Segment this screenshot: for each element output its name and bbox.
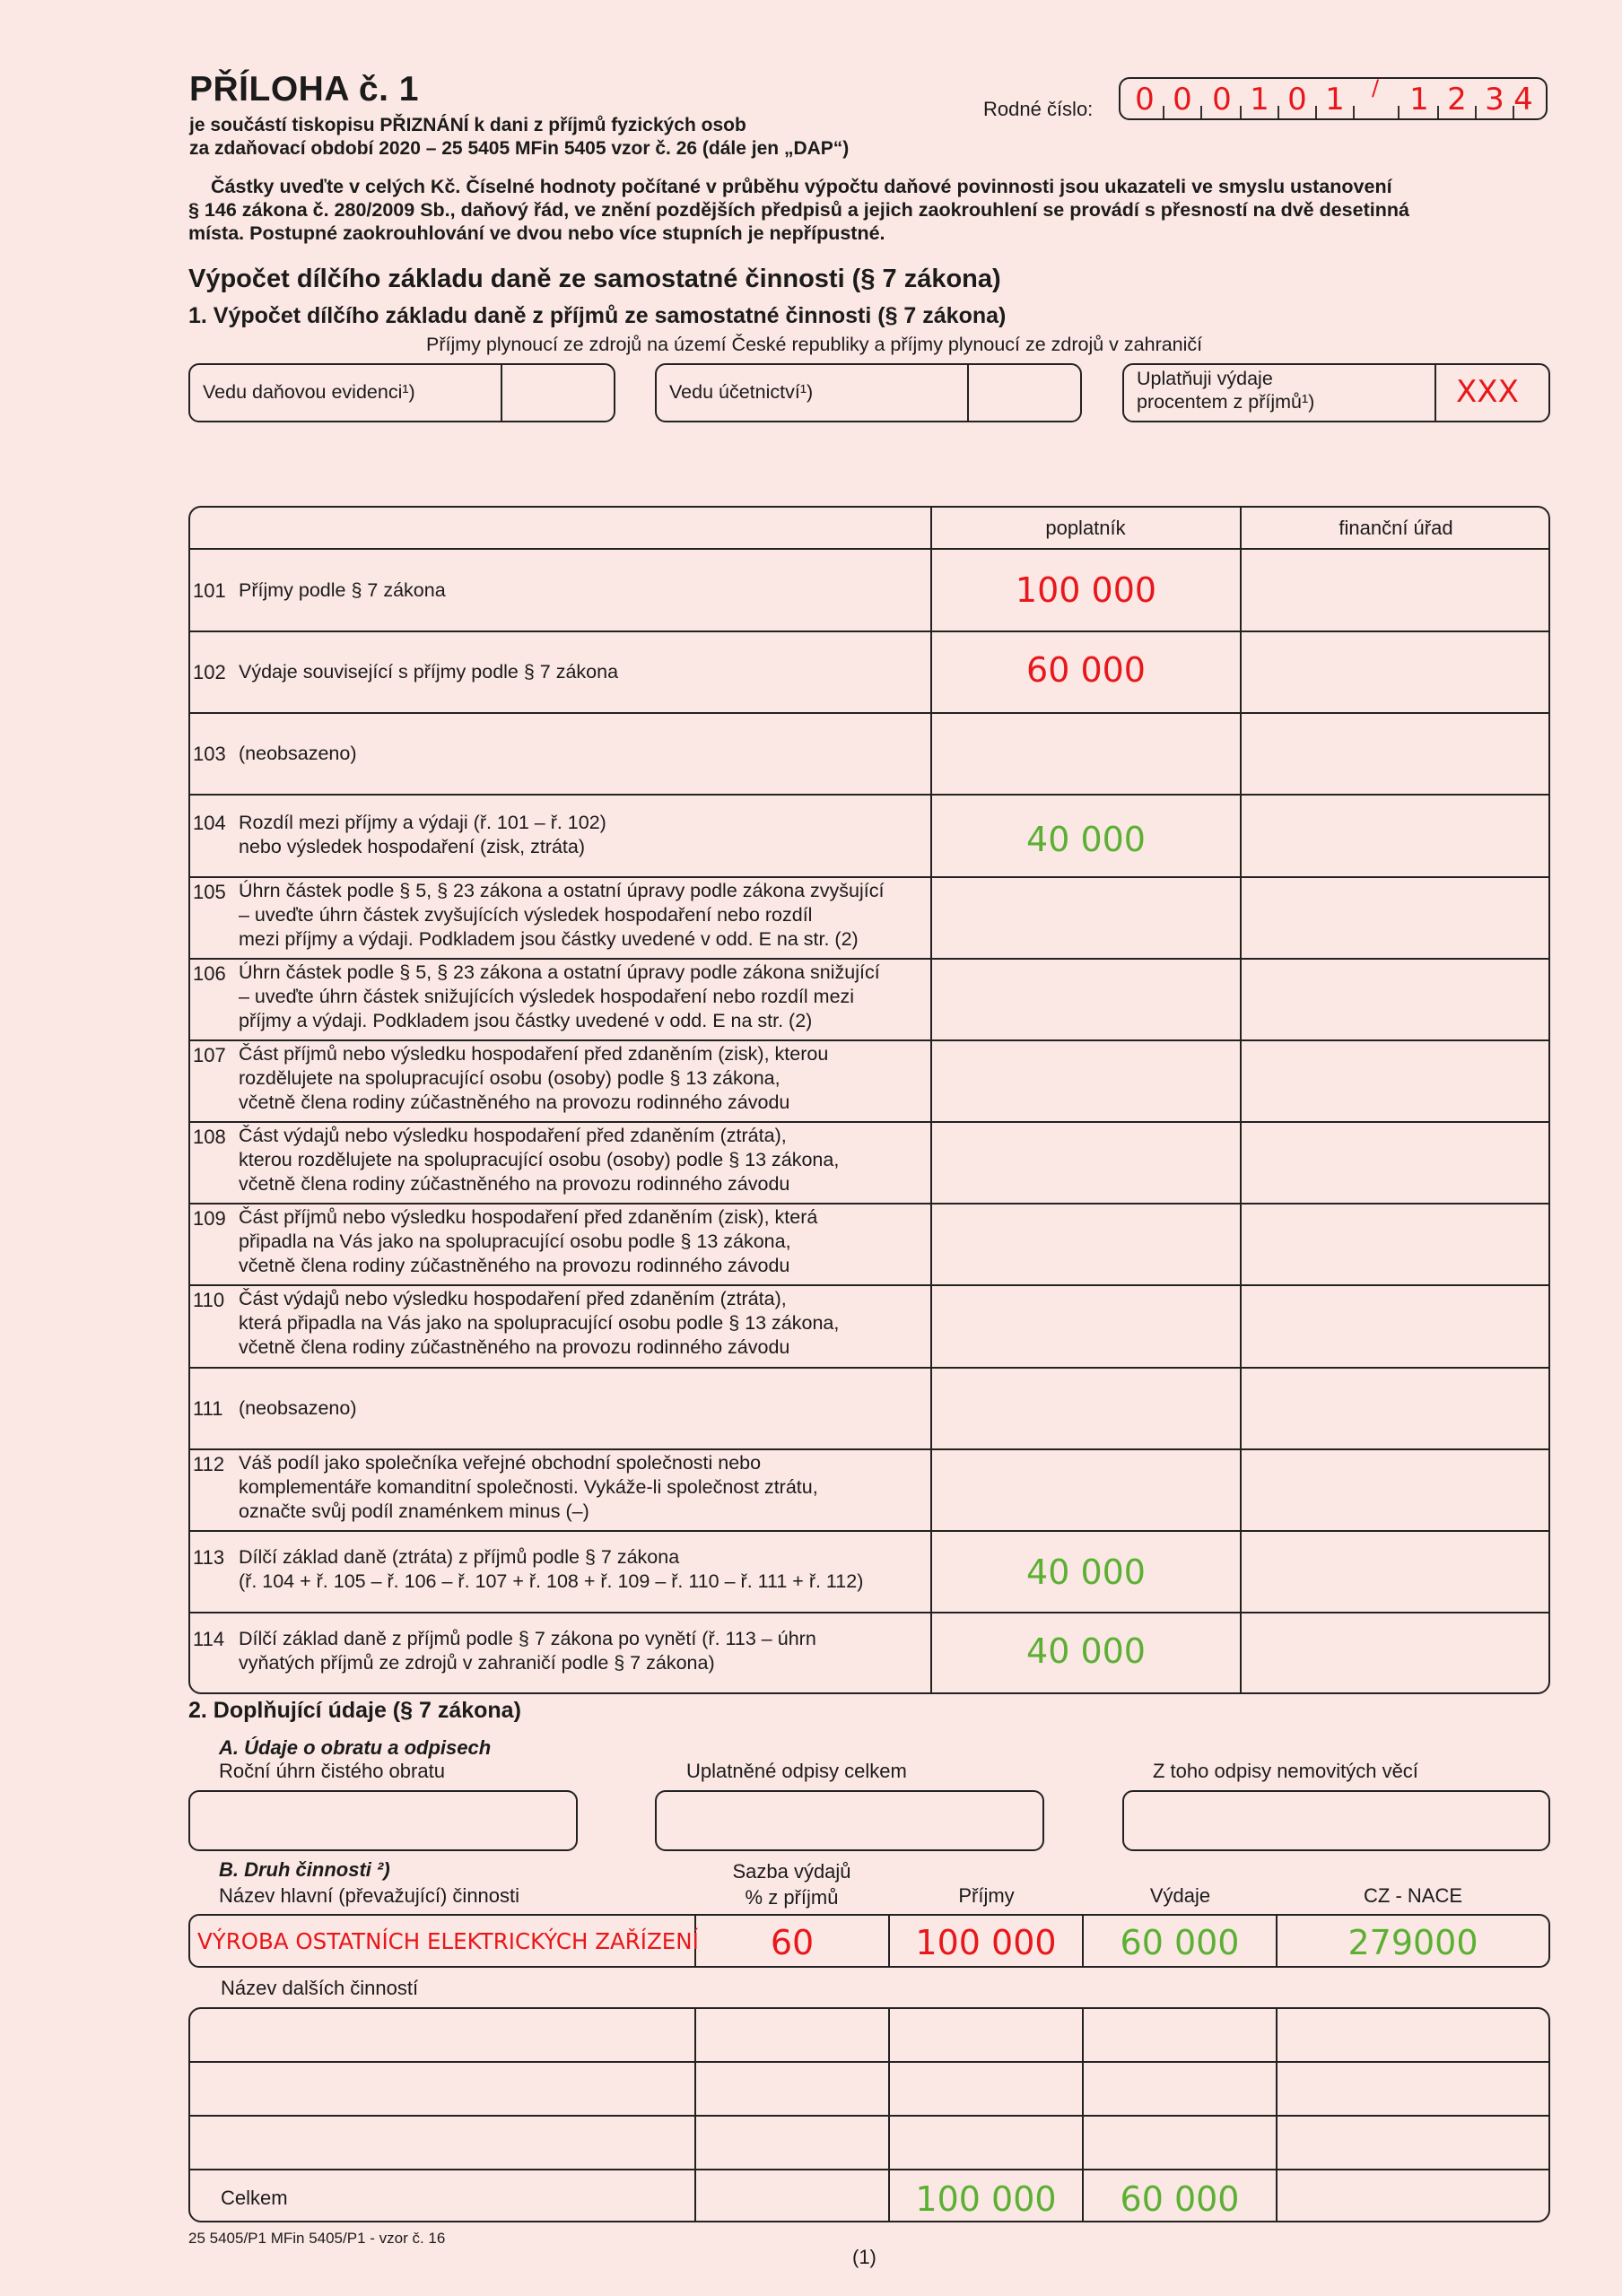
tax-evidence-label: Vedu daňovou evidenci¹)	[203, 381, 415, 403]
other-activities-table	[188, 2007, 1550, 2222]
depreciation-label: Uplatněné odpisy celkem	[686, 1760, 907, 1782]
birth-number-digit: 1	[1409, 82, 1429, 117]
row-number: 101	[193, 579, 226, 602]
row-label: Úhrn částek podle § 5, § 23 zákona a ostatní úpravy podle zákona zvyšující – uveďte úhrn částek zvyšujících výsledek hospodaření nebo rozdíl mezi příjmy a výdaji. Podkladem jsou částky uvedené v odd. E na str. (2)	[239, 880, 885, 950]
total-expenses[interactable]: 60 000	[1120, 2179, 1240, 2219]
main-activity-name[interactable]: VÝROBA OSTATNÍCH ELEKTRICKÝCH ZAŘÍZENÍ	[197, 1928, 699, 1954]
section-heading: Výpočet dílčího základu daně ze samostatné činnosti (§ 7 zákona)	[188, 265, 1001, 293]
row-number: 113	[193, 1546, 225, 1569]
row-number: 106	[193, 962, 226, 985]
main-activity-name-label: Název hlavní (převažující) činnosti	[219, 1884, 520, 1907]
turnover-field[interactable]	[188, 1790, 578, 1851]
row-number: 105	[193, 881, 226, 903]
total-label: Celkem	[221, 2187, 288, 2209]
row-value-114[interactable]: 40 000	[1026, 1631, 1146, 1671]
row-label: Příjmy podle § 7 zákona	[239, 579, 446, 601]
birth-number-digit: 1	[1250, 82, 1269, 117]
percent-expenses-box[interactable]	[1122, 363, 1550, 422]
form-subtitle-line2: za zdaňovací období 2020 – 25 5405 MFin 5405 vzor č. 26 (dále jen „DAP“)	[189, 138, 850, 159]
row-label: Část příjmů nebo výsledku hospodaření před zdaněním (zisk), která připadla na Vás jako na spolupracující osobu podle § 13 zákona, včetně člena rodiny zúčastněného na provozu rodinného závodu	[239, 1206, 818, 1276]
accounting-label: Vedu účetnictví¹)	[669, 381, 814, 403]
instructions-note: Částky uveďte v celých Kč. Číselné hodnoty počítané v průběhu výpočtu daňové povinnosti jsou ukazateli ve smyslu ustanovení § 146 zákona č. 280/2009 Sb., daňový řád, ve znění pozdějších předpisů a jejich zaokrouhlení se provádí s přesností na dvě desetinná místa. Postupné zaokrouhlování ve dvou nebo více stupních je nepřípustné.	[188, 176, 1409, 244]
row-label: Část výdajů nebo výsledku hospodaření před zdaněním (ztráta), kterou rozdělujete na spolupracující osobu (osoby) podle § 13 zákona, včetně člena rodiny zúčastněného na provozu rodinného závodu	[239, 1125, 840, 1195]
birth-number-digit: 0	[1173, 82, 1192, 117]
row-label: (neobsazeno)	[239, 743, 357, 764]
row-label: Výdaje související s příjmy podle § 7 zákona	[239, 661, 619, 683]
section2-heading: 2. Doplňující údaje (§ 7 zákona)	[188, 1698, 521, 1723]
row-label: Dílčí základ daně z příjmů podle § 7 zákona po vynětí (ř. 113 – úhrn vyňatých příjmů ze zdrojů v zahraničí podle § 7 zákona)	[239, 1628, 816, 1674]
income-sources-note: Příjmy plynoucí ze zdrojů na území České republiky a příjmy plynoucí ze zdrojů v zahraničí	[426, 334, 1203, 355]
tax-base-table	[188, 506, 1550, 1694]
depreciation-field[interactable]	[655, 1790, 1044, 1851]
row-number: 112	[193, 1453, 225, 1475]
row-number: 108	[193, 1126, 226, 1148]
main-activity-rate[interactable]: 60	[770, 1923, 815, 1962]
birth-number-digit: 0	[1135, 82, 1155, 117]
row-number: 110	[193, 1289, 225, 1311]
row-number: 104	[193, 812, 226, 834]
turnover-label: Roční úhrn čistého obratu	[219, 1760, 445, 1782]
tax-evidence-box[interactable]	[188, 363, 615, 422]
main-activity-nace[interactable]: 279000	[1347, 1923, 1478, 1962]
form-code: 25 5405/P1 MFin 5405/P1 - vzor č. 16	[188, 2230, 446, 2247]
row-number: 107	[193, 1044, 226, 1066]
percent-expenses-mark: XXX	[1456, 374, 1519, 410]
row-label: Dílčí základ daně (ztráta) z příjmů podle § 7 zákona (ř. 104 + ř. 105 – ř. 106 – ř. 107 + ř. 108 + ř. 109 – ř. 110 – ř. 111 + ř. 112)	[239, 1546, 864, 1592]
row-label: Váš podíl jako společníka veřejné obchodní společnosti nebo komplementáře komanditní společnosti. Vykáže-li společnost ztrátu, označte svůj podíl znaménkem minus (–)	[239, 1452, 818, 1522]
row-value-113[interactable]: 40 000	[1026, 1552, 1146, 1592]
row-label: Úhrn částek podle § 5, § 23 zákona a ostatní úpravy podle zákona snižující – uveďte úhrn částek snižujících výsledek hospodaření nebo rozdíl mezi příjmy a výdaji. Podkladem jsou částky uvedené v odd. E na str. (2)	[239, 961, 880, 1031]
row-number: 102	[193, 661, 226, 683]
real-estate-depreciation-label: Z toho odpisy nemovitých věcí	[1153, 1760, 1418, 1782]
real-estate-depreciation-field[interactable]	[1122, 1790, 1550, 1851]
row-label: Část příjmů nebo výsledku hospodaření před zdaněním (zisk), kterou rozdělujete na spolupracující osobu (osoby) podle § 13 zákona, včetně člena rodiny zúčastněného na provozu rodinného závodu	[239, 1043, 829, 1113]
row-label: Rozdíl mezi příjmy a výdaji (ř. 101 – ř. 102) nebo výsledek hospodaření (zisk, ztráta)	[239, 812, 606, 857]
nace-column-label: CZ - NACE	[1364, 1884, 1462, 1907]
birth-number-digit: 3	[1485, 82, 1504, 117]
page-number: (1)	[852, 2246, 876, 2268]
row-number: 111	[193, 1397, 223, 1420]
birth-number-digit: 0	[1212, 82, 1232, 117]
accounting-box[interactable]	[655, 363, 1082, 422]
birth-number-digit: 4	[1513, 82, 1533, 117]
row-number: 109	[193, 1207, 226, 1230]
row-value-102[interactable]: 60 000	[1026, 650, 1146, 690]
row-number: 103	[193, 743, 226, 765]
form-subtitle-line1: je součástí tiskopisu PŘIZNÁNÍ k dani z příjmů fyzických osob	[189, 115, 746, 135]
expenses-column-label: Výdaje	[1149, 1884, 1211, 1907]
section-b-title: B. Druh činnosti ²)	[219, 1858, 390, 1881]
birth-number-digit: 0	[1287, 82, 1307, 117]
main-activity-income[interactable]: 100 000	[915, 1923, 1057, 1962]
birth-number-digit: 2	[1447, 82, 1467, 117]
row-label: (neobsazeno)	[239, 1397, 357, 1419]
total-income[interactable]: 100 000	[915, 2179, 1057, 2219]
section-a-title: A. Údaje o obratu a odpisech	[219, 1736, 492, 1759]
birth-number-digit: 1	[1325, 82, 1345, 117]
expense-rate-label: Sazba výdajů % z příjmů	[732, 1860, 851, 1909]
row-value-101[interactable]: 100 000	[1015, 570, 1157, 610]
birth-number-field[interactable]	[1119, 77, 1548, 120]
main-activity-expenses[interactable]: 60 000	[1120, 1923, 1240, 1962]
subsection-heading: 1. Výpočet dílčího základu daně z příjmů ze samostatné činnosti (§ 7 zákona)	[188, 303, 1007, 328]
row-number: 114	[193, 1628, 225, 1650]
form-title: PŘÍLOHA č. 1	[189, 70, 419, 109]
birth-number-slash: /	[1372, 75, 1380, 100]
row-value-104[interactable]: 40 000	[1026, 820, 1146, 859]
row-label: Část výdajů nebo výsledku hospodaření před zdaněním (ztráta), která připadla na Vás jako na spolupracující osobu podle § 13 zákona, včetně člena rodiny zúčastněného na provozu rodinného závodu	[239, 1288, 840, 1358]
income-column-label: Příjmy	[958, 1884, 1015, 1907]
birth-number-label: Rodné číslo:	[983, 98, 1094, 120]
other-activities-label: Název dalších činností	[221, 1977, 419, 1999]
main-activity-row	[188, 1914, 1550, 1968]
column-taxpayer: poplatník	[1045, 517, 1126, 539]
column-tax-office: finanční úřad	[1339, 517, 1453, 539]
percent-expenses-label: Uplatňuji výdaje procentem z příjmů¹)	[1137, 368, 1315, 413]
